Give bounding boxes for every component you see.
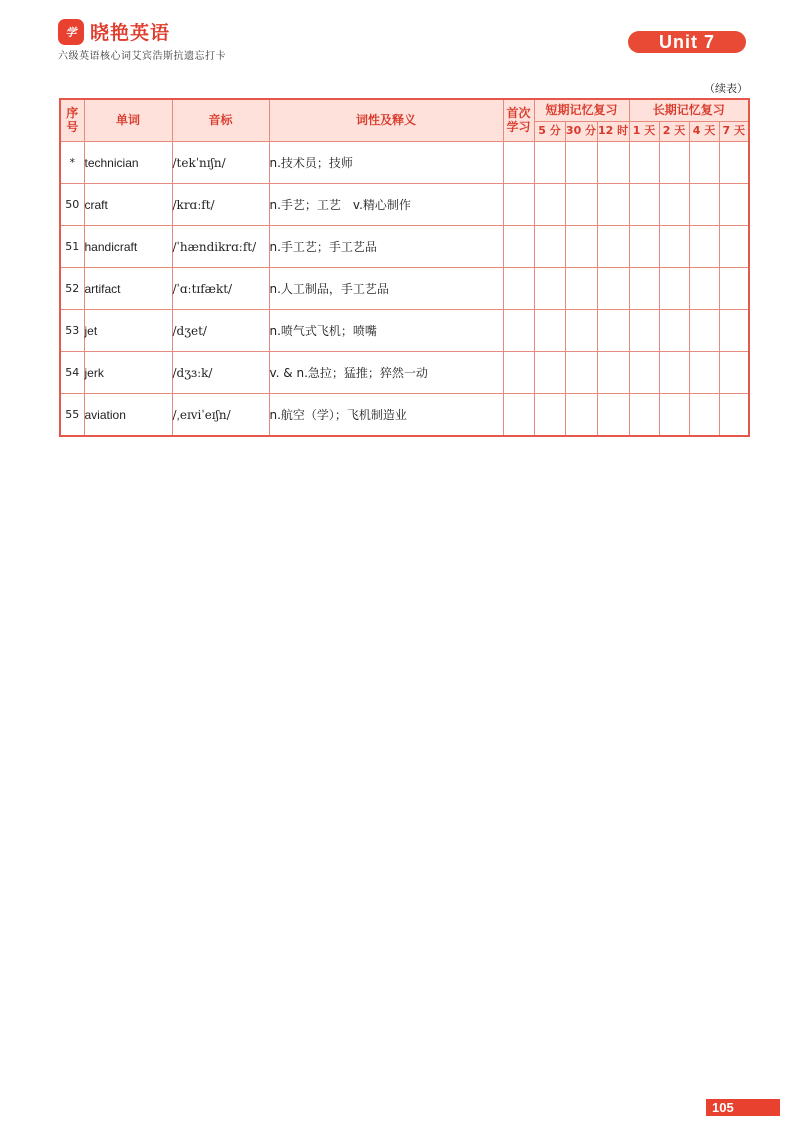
- checkbox-7d[interactable]: [719, 142, 749, 184]
- table-row: [60, 310, 749, 352]
- checkbox-4d[interactable]: [689, 352, 719, 394]
- checkbox-5min[interactable]: [534, 352, 565, 394]
- header-long-term: 长期记忆复习: [629, 99, 749, 122]
- header-interval-2d: 2 天: [659, 122, 689, 142]
- checkbox-2d[interactable]: [659, 352, 689, 394]
- checkbox-2d[interactable]: [659, 394, 689, 437]
- row-definition: n.人工制品，手工艺品: [269, 268, 503, 310]
- brand-logo: [58, 18, 170, 45]
- checkbox-2d[interactable]: [659, 226, 689, 268]
- checkbox-4d[interactable]: [689, 394, 719, 437]
- checkbox-1d[interactable]: [629, 184, 659, 226]
- checkbox-2d[interactable]: [659, 268, 689, 310]
- row-definition: v. & n.急拉；猛推；猝然一动: [269, 352, 503, 394]
- checkbox-30min[interactable]: [565, 184, 597, 226]
- table-row: [60, 142, 749, 184]
- checkbox-30min[interactable]: [565, 352, 597, 394]
- header-interval-7d: 7 天: [719, 122, 749, 142]
- checkbox-7d[interactable]: [719, 394, 749, 437]
- row-word: handicraft: [84, 226, 172, 268]
- checkbox-1d[interactable]: [629, 310, 659, 352]
- row-definition: n.航空（学）；飞机制造业: [269, 394, 503, 437]
- checkbox-12h[interactable]: [597, 310, 629, 352]
- checkbox-30min[interactable]: [565, 268, 597, 310]
- checkbox-5min[interactable]: [534, 184, 565, 226]
- checkbox-12h[interactable]: [597, 142, 629, 184]
- table-row: [60, 226, 749, 268]
- checkbox-7d[interactable]: [719, 352, 749, 394]
- row-phonetic: /ˈɑːtɪfækt/: [172, 268, 269, 310]
- checkbox-12h[interactable]: [597, 352, 629, 394]
- checkbox-12h[interactable]: [597, 184, 629, 226]
- row-phonetic: /ˌeɪviˈeɪʃn/: [172, 394, 269, 437]
- logo-icon: 学: [58, 19, 84, 45]
- checkbox-4d[interactable]: [689, 268, 719, 310]
- checkbox-7d[interactable]: [719, 226, 749, 268]
- row-definition: n.喷气式飞机；喷嘴: [269, 310, 503, 352]
- checkbox-5min[interactable]: [534, 310, 565, 352]
- header-interval-5min: 5 分: [534, 122, 565, 142]
- row-phonetic: /dʒɜːk/: [172, 352, 269, 394]
- row-index: 53: [60, 310, 84, 352]
- page-number: 105: [706, 1099, 780, 1116]
- checkbox-4d[interactable]: [689, 226, 719, 268]
- row-word: jet: [84, 310, 172, 352]
- continued-label: （续表）: [704, 82, 748, 95]
- checkbox-30min[interactable]: [565, 394, 597, 437]
- checkbox-first-study[interactable]: [503, 226, 534, 268]
- checkbox-1d[interactable]: [629, 226, 659, 268]
- checkbox-1d[interactable]: [629, 268, 659, 310]
- header-short-term: 短期记忆复习: [534, 99, 629, 122]
- checkbox-4d[interactable]: [689, 184, 719, 226]
- table-row: [60, 352, 749, 394]
- book-subtitle: 六级英语核心词艾宾浩斯抗遗忘打卡: [58, 51, 226, 62]
- header-interval-30min: 30 分: [565, 122, 597, 142]
- row-word: craft: [84, 184, 172, 226]
- row-phonetic: /krɑːft/: [172, 184, 269, 226]
- row-index: 54: [60, 352, 84, 394]
- checkbox-5min[interactable]: [534, 394, 565, 437]
- checkbox-first-study[interactable]: [503, 142, 534, 184]
- vocabulary-table: [59, 98, 750, 437]
- checkbox-first-study[interactable]: [503, 394, 534, 437]
- header-first-study: 首次学习: [503, 99, 534, 142]
- header-definition: 词性及释义: [269, 99, 503, 142]
- checkbox-30min[interactable]: [565, 226, 597, 268]
- row-phonetic: /tekˈnɪʃn/: [172, 142, 269, 184]
- checkbox-30min[interactable]: [565, 310, 597, 352]
- row-index: *: [60, 142, 84, 184]
- checkbox-5min[interactable]: [534, 142, 565, 184]
- row-phonetic: /ˈhændikrɑːft/: [172, 226, 269, 268]
- row-word: jerk: [84, 352, 172, 394]
- checkbox-5min[interactable]: [534, 226, 565, 268]
- row-definition: n.手艺；工艺 v.精心制作: [269, 184, 503, 226]
- checkbox-4d[interactable]: [689, 310, 719, 352]
- row-index: 51: [60, 226, 84, 268]
- row-index: 55: [60, 394, 84, 437]
- table-row: [60, 394, 749, 437]
- checkbox-7d[interactable]: [719, 310, 749, 352]
- checkbox-4d[interactable]: [689, 142, 719, 184]
- unit-badge: Unit 7: [628, 31, 746, 53]
- checkbox-5min[interactable]: [534, 268, 565, 310]
- checkbox-30min[interactable]: [565, 142, 597, 184]
- checkbox-12h[interactable]: [597, 394, 629, 437]
- checkbox-2d[interactable]: [659, 184, 689, 226]
- checkbox-7d[interactable]: [719, 184, 749, 226]
- header-index: 序号: [60, 99, 84, 142]
- checkbox-2d[interactable]: [659, 310, 689, 352]
- table-row: [60, 184, 749, 226]
- header-interval-4d: 4 天: [689, 122, 719, 142]
- row-index: 50: [60, 184, 84, 226]
- checkbox-12h[interactable]: [597, 226, 629, 268]
- header-phonetic: 音标: [172, 99, 269, 142]
- checkbox-1d[interactable]: [629, 142, 659, 184]
- header-interval-12h: 12 时: [597, 122, 629, 142]
- checkbox-2d[interactable]: [659, 142, 689, 184]
- header-word: 单词: [84, 99, 172, 142]
- header-interval-1d: 1 天: [629, 122, 659, 142]
- checkbox-first-study[interactable]: [503, 184, 534, 226]
- checkbox-1d[interactable]: [629, 352, 659, 394]
- row-definition: n.技术员；技师: [269, 142, 503, 184]
- checkbox-7d[interactable]: [719, 268, 749, 310]
- brand-name: 晓艳英语: [90, 22, 171, 44]
- checkbox-first-study[interactable]: [503, 352, 534, 394]
- row-phonetic: /dʒet/: [172, 310, 269, 352]
- row-definition: n.手工艺；手工艺品: [269, 226, 503, 268]
- table-row: [60, 268, 749, 310]
- checkbox-first-study[interactable]: [503, 268, 534, 310]
- row-word: artifact: [84, 268, 172, 310]
- row-index: 52: [60, 268, 84, 310]
- checkbox-12h[interactable]: [597, 268, 629, 310]
- row-word: technician: [84, 142, 172, 184]
- checkbox-1d[interactable]: [629, 394, 659, 437]
- checkbox-first-study[interactable]: [503, 310, 534, 352]
- row-word: aviation: [84, 394, 172, 437]
